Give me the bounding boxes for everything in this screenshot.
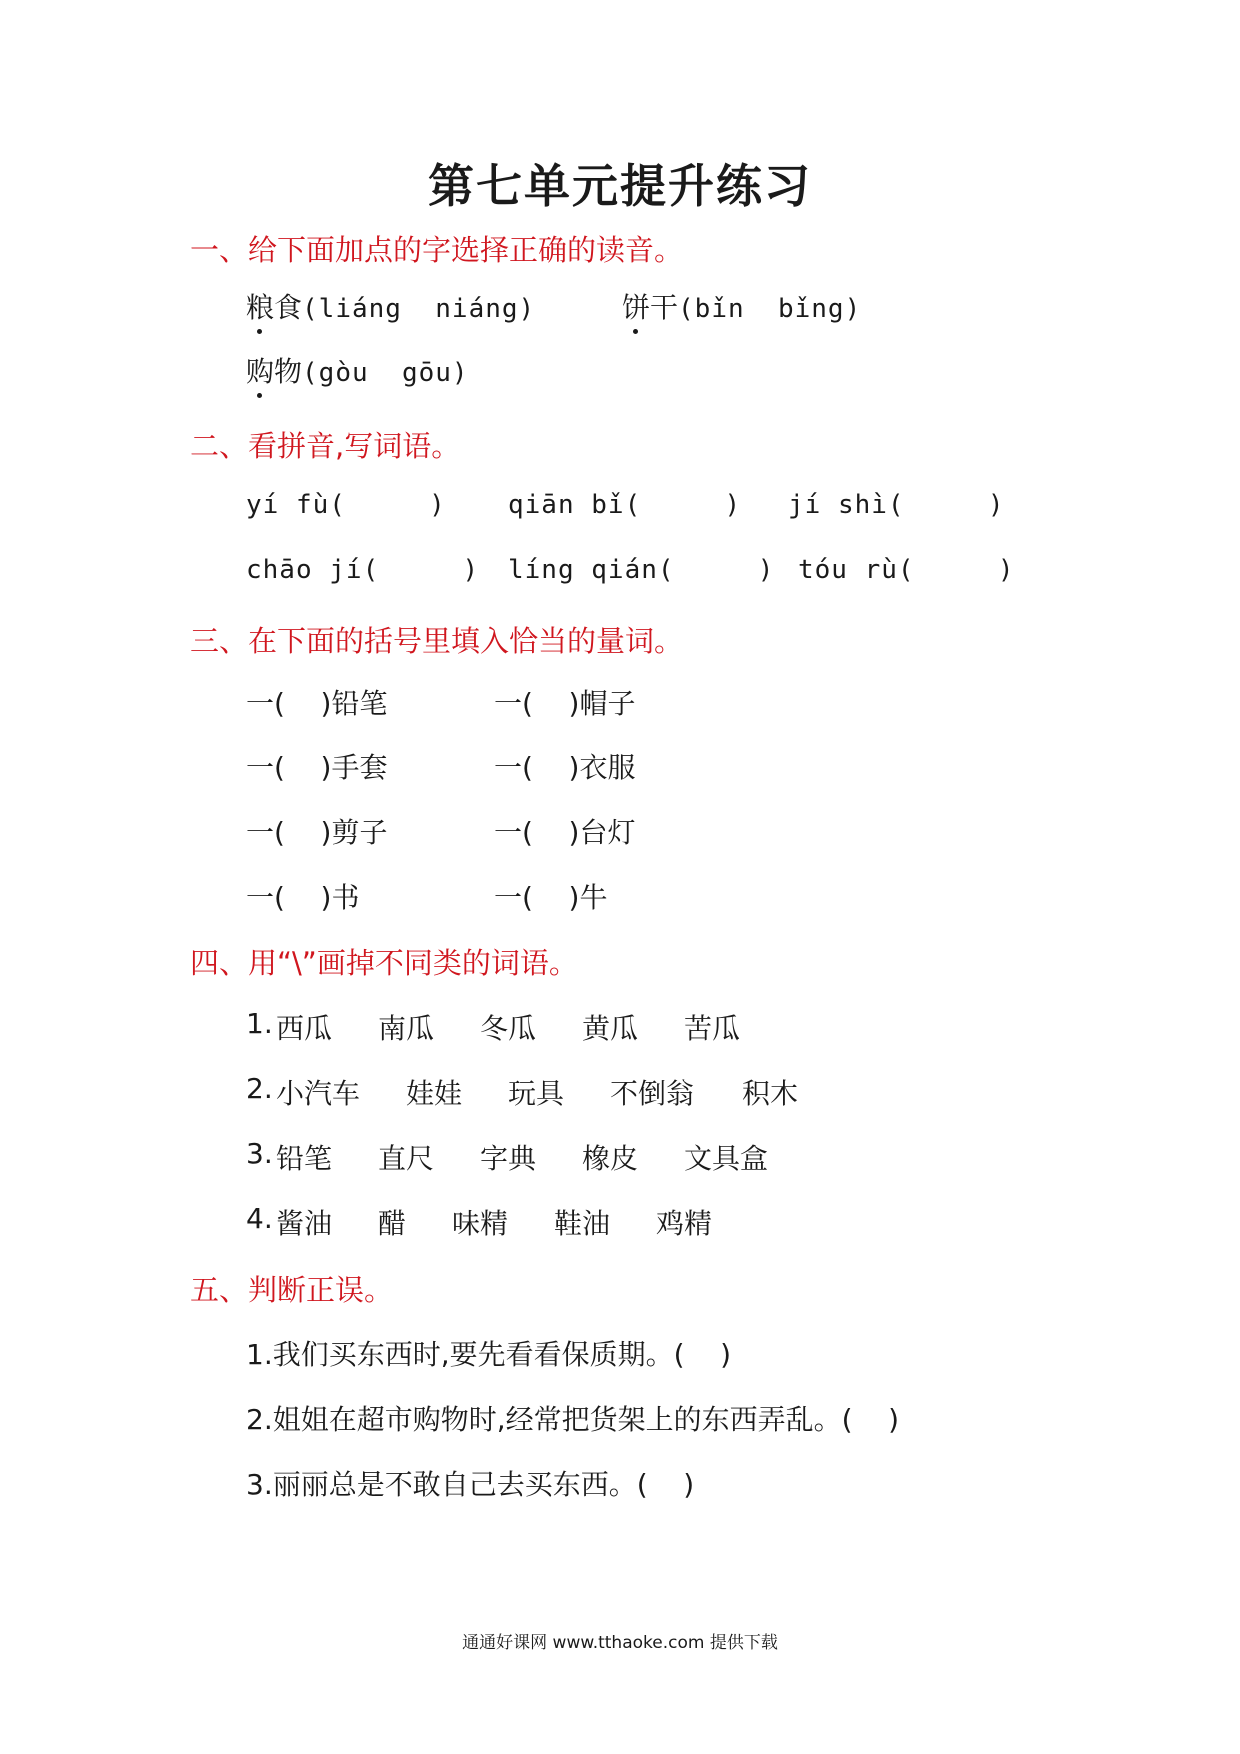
s3-item-6: 一( )台灯 <box>494 816 636 849</box>
s1-item-3-pinyin: (gòu gōu) <box>302 358 469 388</box>
s1-item-2-dot-char: 饼 <box>622 286 650 326</box>
s4-row-4-word-1: 酱油 <box>276 1207 333 1240</box>
s4-row-1-word-2: 南瓜 <box>378 1012 435 1045</box>
s4-row-2-word-1: 小汽车 <box>276 1077 361 1110</box>
s4-row-4-word-3: 味精 <box>452 1207 509 1240</box>
s5-item-1: 1.我们买东西时,要先看看保质期。( ) <box>246 1338 732 1371</box>
s1-item-1-dot-char: 粮 <box>246 286 274 326</box>
s4-row-3-word-2: 直尺 <box>378 1142 435 1175</box>
footer-text: 通通好课网 www.tthaoke.com 提供下载 <box>462 1633 778 1653</box>
s5-item-2: 2.姐姐在超市购物时,经常把货架上的东西弄乱。( ) <box>246 1403 900 1436</box>
s3-item-8: 一( )牛 <box>494 881 608 914</box>
s4-row-1-num: 1. <box>246 1007 273 1040</box>
section-5-heading: 五、判断正误。 <box>190 1273 394 1307</box>
s1-item-2-rest: 干 <box>650 291 679 324</box>
s1-item-2-pinyin: (bǐn bǐng) <box>678 294 862 324</box>
s1-item-3-rest: 物 <box>274 355 303 388</box>
s4-row-1-word-1: 西瓜 <box>276 1012 333 1045</box>
s4-row-2-word-2: 娃娃 <box>406 1077 463 1110</box>
section-4-heading: 四、用“\”画掉不同类的词语。 <box>190 946 578 980</box>
s1-item-1-rest: 食 <box>274 291 303 324</box>
s1-item-3-dot-char: 购 <box>246 350 274 390</box>
s2-item-1: yí fù( ) <box>246 490 446 520</box>
s4-row-2-num: 2. <box>246 1072 273 1105</box>
s4-row-3-word-4: 橡皮 <box>582 1142 639 1175</box>
s4-row-2-word-4: 不倒翁 <box>610 1077 695 1110</box>
s2-item-5: líng qián( ) <box>508 555 775 585</box>
section-3-heading: 三、在下面的括号里填入恰当的量词。 <box>190 624 684 658</box>
s4-row-3-word-3: 字典 <box>480 1142 537 1175</box>
s4-row-4-word-2: 醋 <box>378 1207 407 1240</box>
s4-row-3-word-5: 文具盒 <box>684 1142 769 1175</box>
page-title: 第七单元提升练习 <box>428 159 812 213</box>
s4-row-4-word-4: 鞋油 <box>554 1207 611 1240</box>
s1-item-2 <box>622 286 861 326</box>
s1-item-1-pinyin: (liáng niáng) <box>302 294 536 324</box>
s3-item-3: 一( )手套 <box>246 751 388 784</box>
s3-item-7: 一( )书 <box>246 881 360 914</box>
s4-row-4-word-5: 鸡精 <box>656 1207 713 1240</box>
s2-item-4: chāo jí( ) <box>246 555 480 585</box>
s2-item-2: qiān bǐ( ) <box>508 490 742 520</box>
section-2-heading: 二、看拼音,写词语。 <box>190 429 461 463</box>
s3-item-4: 一( )衣服 <box>494 751 636 784</box>
s4-row-1-word-5: 苦瓜 <box>684 1012 741 1045</box>
s3-item-2: 一( )帽子 <box>494 687 636 720</box>
s4-row-4-num: 4. <box>246 1202 273 1235</box>
s4-row-1-word-3: 冬瓜 <box>480 1012 537 1045</box>
s1-item-3 <box>246 350 469 390</box>
s2-item-3: jí shì( ) <box>788 490 1005 520</box>
section-1-heading: 一、给下面加点的字选择正确的读音。 <box>190 233 684 267</box>
s3-item-1: 一( )铅笔 <box>246 687 388 720</box>
s4-row-1-word-4: 黄瓜 <box>582 1012 639 1045</box>
s4-row-3-num: 3. <box>246 1137 273 1170</box>
s1-item-1 <box>246 286 535 326</box>
s4-row-2-word-3: 玩具 <box>508 1077 565 1110</box>
s5-item-3: 3.丽丽总是不敢自己去买东西。( ) <box>246 1468 695 1501</box>
s3-item-5: 一( )剪子 <box>246 816 388 849</box>
s4-row-3-word-1: 铅笔 <box>276 1142 333 1175</box>
s4-row-2-word-5: 积木 <box>742 1077 799 1110</box>
s2-item-6: tóu rù( ) <box>798 555 1015 585</box>
